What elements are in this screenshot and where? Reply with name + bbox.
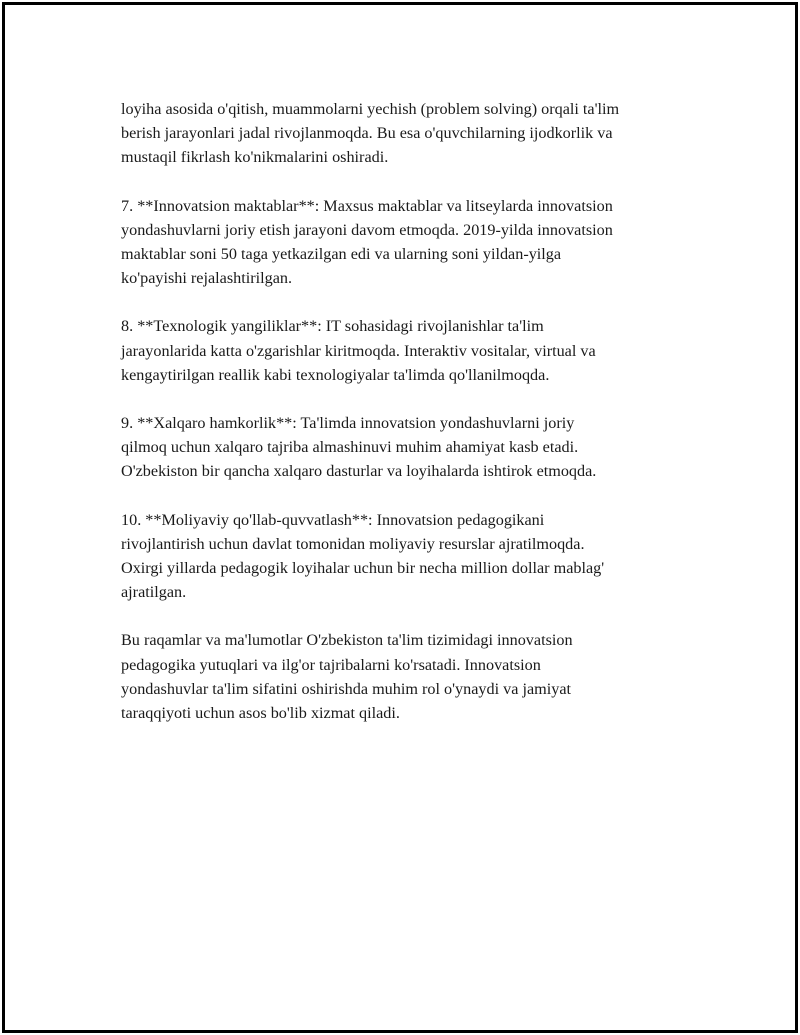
page-frame [2, 2, 798, 1033]
paragraph-innovative-schools: 7. **Innovatsion maktablar**: Maxsus maktablar va litseylarda innovatsion yondashuvlarni joriy etish jarayoni davom etmoqda. 2019-yilda innovatsion maktablar soni 50 taga yetkazilgan edi va ularning soni yildan-yilga ko'payishi rejalashtirilgan. [121, 196, 613, 288]
page-content [121, 97, 701, 749]
paragraph-technological-innovations: 8. **Texnologik yangiliklar**: IT sohasidagi rivojlanishlar ta'lim jarayonlarida katta o'zgarishlar kiritmoqda. Interaktiv vositalar, virtual va kengaytirilgan reallik kabi texnologiyalar ta'limda qo'llanilmoqda. [121, 317, 596, 384]
paragraph-international-cooperation: 9. **Xalqaro hamkorlik**: Ta'limda innovatsion yondashuvlarni joriy qilmoq uchun xalqaro tajriba almashinuvi muhim ahamiyat kasb etadi. O'zbekiston bir qancha xalqaro dasturlar va loyihalarda ishtirok etmoqda. [121, 414, 597, 481]
paragraph-financial-support: 10. **Moliyaviy qo'llab-quvvatlash**: Innovatsion pedagogikani rivojlantirish uchun davlat tomonidan moliyaviy resurslar ajratilmoqda. Oxirgi yillarda pedagogik loyihalar uchun bir necha million dollar mablag' ajratilgan. [121, 510, 605, 602]
paragraph-intro-continuation: loyiha asosida o'qitish, muammolarni yechish (problem solving) orqali ta'lim berish jarayonlari jadal rivojlanmoqda. Bu esa o'quvchilarning ijodkorlik va mustaqil fikrlash ko'nikmalarini oshiradi. [121, 100, 620, 167]
paragraph-conclusion: Bu raqamlar va ma'lumotlar O'zbekiston ta'lim tizimidagi innovatsion pedagogika yutuqlari va ilg'or tajribalarni ko'rsatadi. Innovatsion yondashuvlar ta'lim sifatini oshirishda muhim rol o'ynaydi va jamiyat taraqqiyoti uchun asos bo'lib xizmat qiladi. [121, 631, 573, 723]
